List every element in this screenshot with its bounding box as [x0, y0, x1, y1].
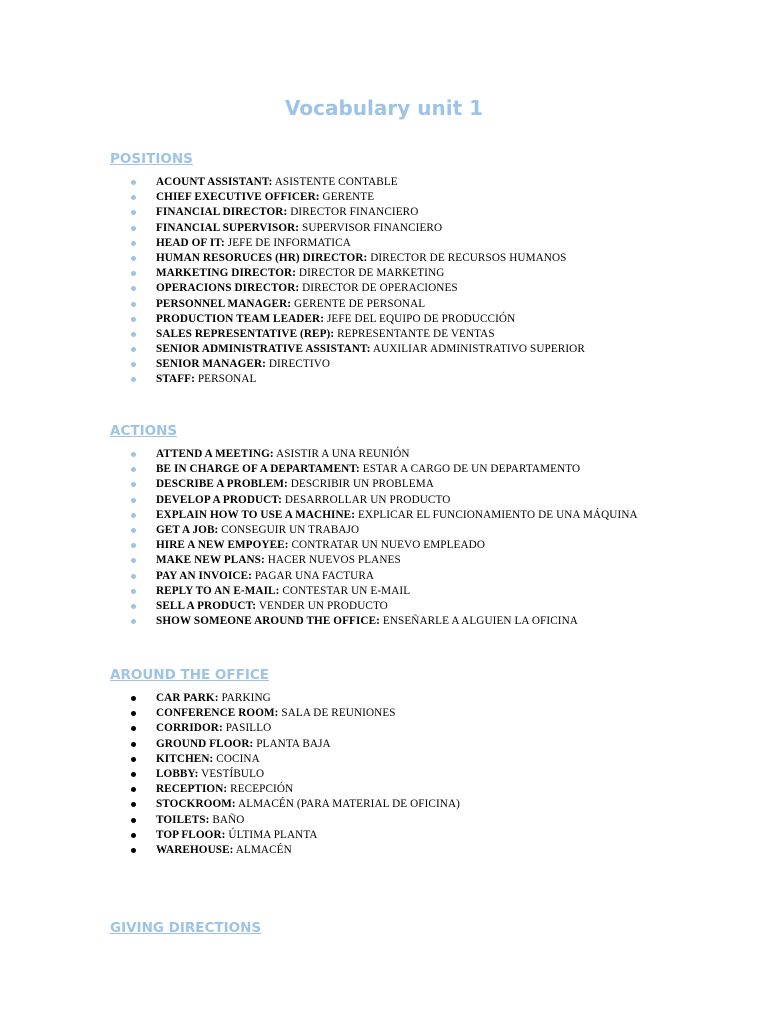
vocabulary-translation: ESTAR A CARGO DE UN DEPARTAMENTO — [362, 463, 581, 476]
list-item — [110, 190, 730, 205]
bullet-icon — [131, 711, 136, 716]
vocabulary-term: HIRE A NEW EMPOYEE: — [156, 539, 289, 552]
vocabulary-term: HEAD OF IT: — [156, 236, 225, 249]
list-item — [110, 538, 730, 553]
list-item — [110, 767, 730, 782]
vocabulary-term: ATTEND A MEETING: — [156, 448, 274, 460]
list-item — [110, 327, 730, 342]
bullet-icon — [131, 543, 136, 548]
list-item — [110, 236, 730, 251]
vocabulary-term: PRODUCTION TEAM LEADER: — [156, 312, 325, 325]
document-title: Vocabulary unit 1 — [284, 96, 484, 120]
vocabulary-translation: VENDER UN PRODUCTO — [258, 599, 388, 612]
section-positions — [110, 150, 730, 386]
bullet-icon — [131, 833, 136, 838]
bullet-icon — [131, 818, 136, 823]
list-item — [110, 447, 730, 462]
list-item — [110, 797, 730, 812]
vocabulary-term: RECEPTION: — [156, 783, 228, 796]
bullet-icon — [131, 528, 136, 533]
vocabulary-translation: EXPLICAR EL FUNCIONAMIENTO DE UNA MÁQUINA — [357, 508, 638, 521]
vocabulary-term: FINANCIAL DIRECTOR: — [156, 206, 288, 219]
list-item — [110, 312, 730, 327]
vocabulary-term: SENIOR MANAGER: — [156, 358, 266, 371]
vocabulary-translation: HACER NUEVOS PLANES — [267, 554, 401, 567]
vocabulary-translation: DIRECTOR DE RECURSOS HUMANOS — [370, 251, 567, 264]
bullet-icon — [131, 210, 136, 215]
vocabulary-term: DESCRIBE A PROBLEM: — [156, 478, 288, 491]
list-item — [110, 342, 730, 357]
vocabulary-term: SELL A PRODUCT: — [156, 599, 257, 612]
vocabulary-translation: PLANTA BAJA — [256, 737, 331, 750]
bullet-icon — [131, 772, 136, 777]
vocabulary-translation: DESCRIBIR UN PROBLEMA — [290, 478, 434, 491]
bullet-icon — [131, 332, 136, 337]
vocabulary-translation: PASILLO — [225, 722, 272, 735]
bullet-icon — [131, 498, 136, 503]
vocabulary-term: BE IN CHARGE OF A DEPARTAMENT: — [156, 463, 360, 476]
vocabulary-term: FINANCIAL SUPERVISOR: — [156, 221, 300, 234]
vocabulary-term: PAY AN INVOICE: — [156, 569, 252, 582]
list-item — [110, 782, 730, 797]
vocabulary-translation: VESTÍBULO — [201, 767, 265, 780]
vocabulary-translation: ALMACÉN — [235, 843, 292, 856]
list-item — [110, 691, 730, 706]
vocabulary-translation: ÚLTIMA PLANTA — [228, 828, 318, 841]
vocabulary-term: SENIOR ADMINISTRATIVE ASSISTANT: — [156, 343, 371, 356]
vocabulary-term: LOBBY: — [156, 767, 199, 780]
bullet-icon — [131, 802, 136, 807]
positions-list — [110, 175, 730, 388]
list-item — [110, 569, 730, 584]
bullet-icon — [131, 226, 136, 231]
around-the-office-list — [110, 691, 730, 858]
list-item — [110, 843, 730, 858]
actions-list — [110, 447, 730, 629]
bullet-icon — [131, 180, 136, 185]
list-item — [110, 175, 730, 190]
vocabulary-translation: ENSEÑARLE A ALGUIEN LA OFICINA — [382, 615, 578, 628]
bullet-icon — [131, 742, 136, 747]
bullet-icon — [131, 467, 136, 472]
vocabulary-translation: CONSEGUIR UN TRABAJO — [221, 523, 360, 536]
vocabulary-term: SALES REPRESENTATIVE (REP): — [156, 327, 335, 340]
list-item — [110, 221, 730, 236]
bullet-icon — [131, 256, 136, 261]
vocabulary-term: GET A JOB: — [156, 523, 219, 536]
vocabulary-translation: DIRECTIVO — [268, 358, 331, 371]
vocabulary-translation: PAGAR UNA FACTURA — [254, 569, 375, 582]
list-item — [110, 828, 730, 843]
vocabulary-translation: CONTRATAR UN NUEVO EMPLEADO — [291, 539, 485, 552]
list-item — [110, 372, 730, 387]
vocabulary-translation: ALMACÉN (PARA MATERIAL DE OFICINA) — [238, 798, 460, 811]
list-item — [110, 614, 730, 629]
bullet-icon — [131, 347, 136, 352]
vocabulary-translation: GERENTE DE PERSONAL — [294, 297, 426, 310]
vocabulary-translation: DIRECTOR DE MARKETING — [298, 267, 445, 280]
vocabulary-term: CAR PARK: — [156, 692, 219, 704]
list-item — [110, 357, 730, 372]
bullet-icon — [131, 482, 136, 487]
list-item — [110, 205, 730, 220]
bullet-icon — [131, 302, 136, 307]
vocabulary-term: CHIEF EXECUTIVE OFFICER: — [156, 191, 320, 204]
vocabulary-translation: DESARROLLAR UN PRODUCTO — [284, 493, 451, 506]
vocabulary-translation: RECEPCIÓN — [230, 783, 294, 796]
bullet-icon — [131, 757, 136, 762]
section-giving-directions — [110, 919, 730, 937]
vocabulary-translation: SALA DE REUNIONES — [281, 707, 396, 720]
list-item — [110, 599, 730, 614]
vocabulary-translation: JEFE DE INFORMATICA — [227, 236, 351, 249]
list-item — [110, 462, 730, 477]
section-actions — [110, 422, 730, 628]
vocabulary-translation: GERENTE — [322, 191, 375, 204]
section-heading-actions: ACTIONS — [110, 423, 178, 439]
vocabulary-translation: COCINA — [216, 752, 260, 765]
vocabulary-term: STAFF: — [156, 373, 195, 386]
bullet-icon — [131, 362, 136, 367]
bullet-icon — [131, 241, 136, 246]
list-item — [110, 737, 730, 752]
list-item — [110, 706, 730, 721]
vocabulary-translation: CONTESTAR UN E-MAIL — [282, 584, 411, 597]
vocabulary-term: CONFERENCE ROOM: — [156, 707, 279, 720]
vocabulary-term: STOCKROOM: — [156, 798, 236, 811]
vocabulary-translation: DIRECTOR FINANCIERO — [290, 206, 419, 219]
vocabulary-term: KITCHEN: — [156, 752, 214, 765]
vocabulary-translation: DIRECTOR DE OPERACIONES — [302, 282, 458, 295]
section-heading-positions: POSITIONS — [110, 151, 193, 167]
vocabulary-term: TOILETS: — [156, 813, 210, 826]
vocabulary-term: EXPLAIN HOW TO USE A MACHINE: — [156, 508, 356, 521]
list-item — [110, 493, 730, 508]
vocabulary-translation: ASISTENTE CONTABLE — [274, 176, 398, 188]
bullet-icon — [131, 513, 136, 518]
vocabulary-translation: REPRESENTANTE DE VENTAS — [337, 327, 495, 340]
bullet-icon — [131, 317, 136, 322]
vocabulary-term: OPERACIONS DIRECTOR: — [156, 282, 300, 295]
section-heading-around-the-office: AROUND THE OFFICE — [110, 667, 269, 683]
section-heading-giving-directions: GIVING DIRECTIONS — [110, 920, 262, 936]
vocabulary-translation: BAÑO — [212, 813, 245, 826]
vocabulary-translation: PARKING — [221, 692, 271, 704]
bullet-icon — [131, 286, 136, 291]
list-item — [110, 477, 730, 492]
vocabulary-term: DEVELOP A PRODUCT: — [156, 493, 282, 506]
bullet-icon — [131, 377, 136, 382]
vocabulary-translation: AUXILIAR ADMINISTRATIVO SUPERIOR — [372, 343, 585, 356]
section-around-the-office — [110, 666, 730, 856]
bullet-icon — [131, 604, 136, 609]
list-item — [110, 584, 730, 599]
list-item — [110, 553, 730, 568]
vocabulary-term: SHOW SOMEONE AROUND THE OFFICE: — [156, 615, 380, 628]
vocabulary-term: TOP FLOOR: — [156, 828, 226, 841]
bullet-icon — [131, 787, 136, 792]
vocabulary-term: MAKE NEW PLANS: — [156, 554, 265, 567]
vocabulary-term: ACOUNT ASSISTANT: — [156, 176, 273, 188]
bullet-icon — [131, 696, 136, 701]
vocabulary-term: HUMAN RESORUCES (HR) DIRECTOR: — [156, 251, 368, 264]
bullet-icon — [131, 619, 136, 624]
list-item — [110, 523, 730, 538]
vocabulary-translation: JEFE DEL EQUIPO DE PRODUCCIÓN — [326, 312, 516, 325]
bullet-icon — [131, 574, 136, 579]
vocabulary-translation: ASISTIR A UNA REUNIÓN — [276, 448, 410, 460]
bullet-icon — [131, 726, 136, 731]
bullet-icon — [131, 848, 136, 853]
bullet-icon — [131, 271, 136, 276]
list-item — [110, 281, 730, 296]
vocabulary-term: PERSONNEL MANAGER: — [156, 297, 292, 310]
list-item — [110, 508, 730, 523]
vocabulary-term: GROUND FLOOR: — [156, 737, 254, 750]
bullet-icon — [131, 558, 136, 563]
list-item — [110, 813, 730, 828]
list-item — [110, 721, 730, 736]
vocabulary-translation: PERSONAL — [197, 373, 257, 386]
bullet-icon — [131, 589, 136, 594]
vocabulary-term: CORRIDOR: — [156, 722, 223, 735]
vocabulary-term: WAREHOUSE: — [156, 843, 234, 856]
list-item — [110, 266, 730, 281]
bullet-icon — [131, 452, 136, 457]
bullet-icon — [131, 195, 136, 200]
vocabulary-term: REPLY TO AN E-MAIL: — [156, 584, 280, 597]
list-item — [110, 297, 730, 312]
vocabulary-term: MARKETING DIRECTOR: — [156, 267, 296, 280]
vocabulary-translation: SUPERVISOR FINANCIERO — [302, 221, 443, 234]
list-item — [110, 251, 730, 266]
list-item — [110, 752, 730, 767]
